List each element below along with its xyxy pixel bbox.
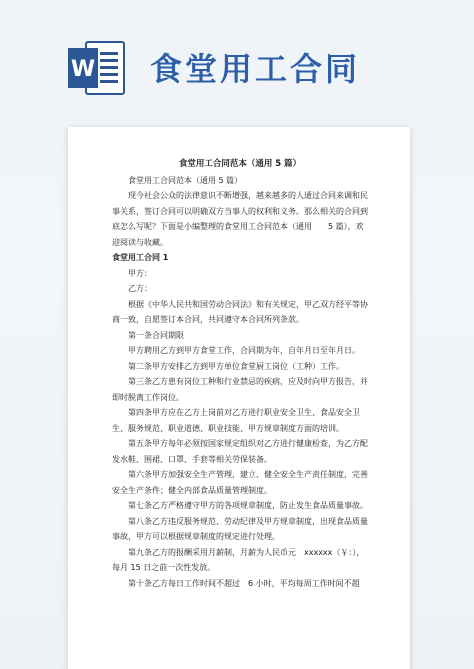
clause-paragraph: 第三条乙方患有岗位工种和行业禁忌的疾病，应及时向甲方报告，并即时脱离工作岗位。 [112,377,368,402]
clause-paragraph: 第一条合同期限 [128,330,184,340]
clause-paragraph: 第十条乙方每日工作时间不超过 6 小时，平均每周工作时间不超 [128,578,360,588]
clause-paragraph: 第六条甲方加强安全生产管理，建立、健全安全生产责任制度，完善安全生产条件；健全内部食品质量管理制度。 [112,470,368,495]
intro-paragraph: 食堂用工合同范本（通用 5 篇） [128,175,243,185]
clause-paragraph: 第九条乙方的报酬采用月薪制，月薪为人民币元 xxxxxx（￥：），每月 15 日之前一次性发放。 [112,547,365,572]
clause-paragraph: 第五条甲方每年必须按国家规定组织对乙方进行健康检查，为乙方配发水鞋、围裙、口罩、手套等相关劳保装备。 [112,439,368,464]
document-sheet [68,127,410,669]
clause-paragraph: 第二条甲方安排乙方到甲方单位食堂厨工岗位（工种）工作。 [128,361,344,371]
word-logo-letter: W [70,57,96,82]
section-heading: 食堂用工合同 1 [112,253,169,262]
intro-paragraph: 现今社会公众的法律意识不断增强，越来越多的人通过合同来调和民事关系，签订合同可以明确双方当事人的权利和义务。那么相关的合同到底怎么写呢？下面是小编整理的食堂用工合同范本（通用 5 篇），欢迎阅读与收藏。 [112,191,368,247]
document-body [112,157,368,591]
header-title: 食堂用工合同 [150,50,361,88]
clause-paragraph: 第八条乙方违反服务规范、劳动纪律及甲方规章制度，出现食品质量事故，甲方可以根据规章制度的规定进行处理。 [112,516,368,541]
clause-paragraph: 甲方聘用乙方到甲方食堂工作，合同期为年，自年月日至年月日。 [128,346,360,355]
word-document-icon [66,40,126,96]
party-b-line: 乙方： [128,284,152,293]
clause-paragraph: 第四条甲方应在乙方上岗前对乙方进行职业安全卫生、食品安全卫生、服务规范、职业道德、职业技能、甲方规章制度方面的培训。 [112,408,360,433]
header [0,0,474,125]
party-a-line: 甲方： [128,268,152,278]
clause-paragraph: 第七条乙方严格遵守甲方的各项规章制度，防止发生食品质量事故。 [128,501,368,510]
clause-paragraph: 根据《中华人民共和国劳动合同法》和有关规定，甲乙双方经平等协商一致，自愿签订本合同，共同遵守本合同所列条款。 [112,299,368,324]
document-title: 食堂用工合同范本（通用 5 篇） [178,159,302,169]
